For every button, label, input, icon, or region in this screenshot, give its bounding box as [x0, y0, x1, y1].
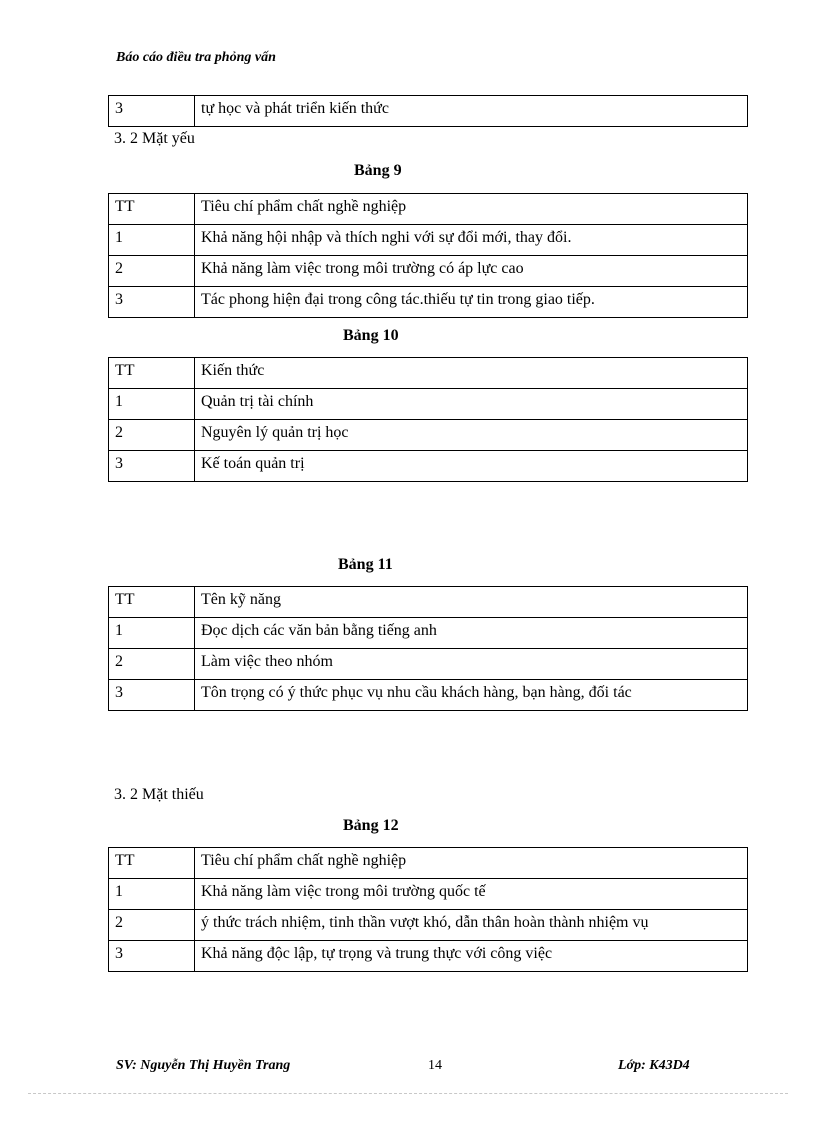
table-cell-index: 1 [109, 879, 195, 910]
table-row [109, 587, 748, 618]
table12 [108, 847, 748, 972]
table-header-tt: TT [109, 587, 195, 618]
table-cell-index: 1 [109, 389, 195, 420]
table9 [108, 193, 748, 318]
table11 [108, 586, 748, 711]
table-header-criteria: Tiêu chí phẩm chất nghề nghiệp [195, 194, 748, 225]
table-cell-text: Nguyên lý quản trị học [195, 420, 748, 451]
table10 [108, 357, 748, 482]
table-cell-text: tự học và phát triển kiến thức [195, 96, 748, 127]
table-cell-index: 3 [109, 451, 195, 482]
table-row [109, 879, 748, 910]
table-cell-index: 3 [109, 287, 195, 318]
page-bottom-divider [28, 1093, 788, 1094]
table-row [109, 680, 748, 711]
footer-class: Lớp: K43D4 [618, 1058, 690, 1073]
table-cell-text: ý thức trách nhiệm, tinh thần vượt khó, dẫn thân hoàn thành nhiệm vụ [195, 910, 748, 941]
table-row [109, 389, 748, 420]
table-cell-text: Khả năng hội nhập và thích nghi với sự đổi mới, thay đổi. [195, 225, 748, 256]
table-cell-index: 2 [109, 649, 195, 680]
table-cell-text: Khả năng làm việc trong môi trường có áp lực cao [195, 256, 748, 287]
table-cell-text: Tôn trọng có ý thức phục vụ nhu cầu khách hàng, bạn hàng, đối tác [195, 680, 748, 711]
table-row [109, 848, 748, 879]
table-cell-text: Khả năng làm việc trong môi trường quốc tế [195, 879, 748, 910]
table-row [109, 96, 748, 127]
table-row [109, 225, 748, 256]
table-cell-index: 3 [109, 680, 195, 711]
table-row [109, 358, 748, 389]
table-row [109, 618, 748, 649]
table-cell-text: Khả năng độc lập, tự trọng và trung thực với công việc [195, 941, 748, 972]
table-cell-index: 1 [109, 618, 195, 649]
table-cell-index: 2 [109, 420, 195, 451]
table-cell-index: 1 [109, 225, 195, 256]
top-continuation-table [108, 95, 748, 127]
table-cell-text: Tác phong hiện đại trong công tác.thiếu tự tin trong giao tiếp. [195, 287, 748, 318]
table-cell-text: Quản trị tài chính [195, 389, 748, 420]
table9-caption: Bảng 9 [354, 162, 402, 179]
table-cell-text: Đọc dịch các văn bản bằng tiếng anh [195, 618, 748, 649]
table-row [109, 451, 748, 482]
table-header-knowledge: Kiến thức [195, 358, 748, 389]
table-header-tt: TT [109, 194, 195, 225]
section-heading-lack: 3. 2 Mặt thiếu [114, 786, 204, 803]
table10-caption: Bảng 10 [343, 327, 399, 344]
table-header-tt: TT [109, 358, 195, 389]
table-row [109, 649, 748, 680]
document-header-title: Báo cáo điều tra phỏng vấn [116, 50, 276, 65]
table-cell-text: Kế toán quản trị [195, 451, 748, 482]
table-header-skill: Tên kỹ năng [195, 587, 748, 618]
table-row [109, 420, 748, 451]
table11-caption: Bảng 11 [338, 556, 393, 573]
table-header-criteria: Tiêu chí phẩm chất nghề nghiệp [195, 848, 748, 879]
table-cell-index: 2 [109, 910, 195, 941]
table-cell-text: Làm việc theo nhóm [195, 649, 748, 680]
footer-student-name: SV: Nguyễn Thị Huyền Trang [116, 1058, 291, 1073]
table-row [109, 256, 748, 287]
table-header-tt: TT [109, 848, 195, 879]
table-cell-index: 3 [109, 96, 195, 127]
table-row [109, 194, 748, 225]
table-cell-index: 3 [109, 941, 195, 972]
page-number: 14 [428, 1058, 442, 1073]
table-row [109, 910, 748, 941]
section-heading-weak: 3. 2 Mặt yếu [114, 130, 195, 147]
table-cell-index: 2 [109, 256, 195, 287]
table-row [109, 941, 748, 972]
table-row [109, 287, 748, 318]
table12-caption: Bảng 12 [343, 817, 399, 834]
